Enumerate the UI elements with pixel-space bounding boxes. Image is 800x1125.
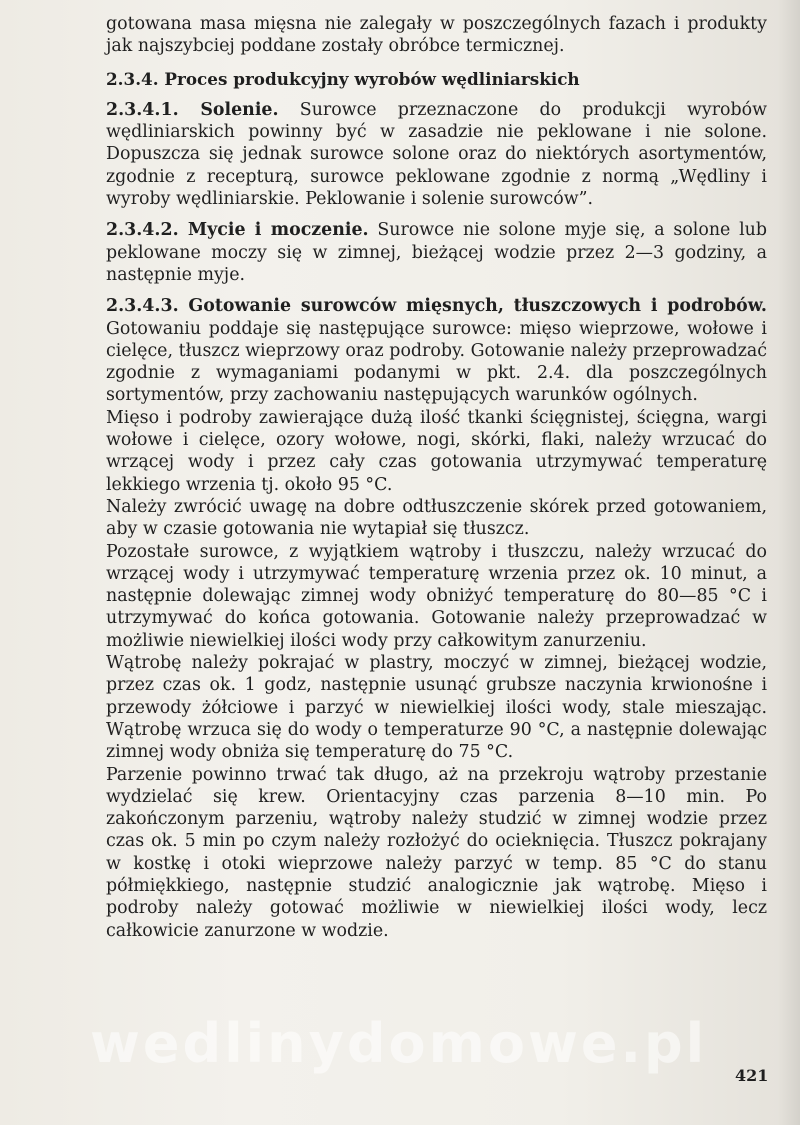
paragraph-text: Pozostałe surowce, z wyjątkiem wątroby i tłuszczu, należy wrzucać do wrzącej wody i utrzymywać temperaturę wrzenia przez ok. 10 minut, a następnie dolewając zimnej wody obniżyć temperaturę do 80—85 °C i utrzymywać do końca gotowania. Gotowanie należy przeprowadzać w możliwie niewielkiej ilości wody przy całkowitym zanurzeniu. [106, 541, 767, 651]
paragraph [106, 652, 767, 763]
paragraph-text: Wątrobę należy pokrajać w plastry, moczyć w zimnej, bieżącej wodzie, przez czas ok. 1 godz, następnie usunąć grubsze naczynia krwionośne i przewody żółciowe i parzyć w niewielkiej ilości wody, stale mieszając. Wątrobę wrzuca się do wody o temperaturze 90 °C, a następnie dolewając zimnej wody obniża się temperaturę do 75 °C. [106, 653, 767, 763]
subsection-title: 2.3.4.3. Gotowanie surowców mięsnych, tłuszczowych i podrobów. [106, 296, 767, 317]
subsection-title: 2.3.4.1. Solenie. [106, 99, 279, 120]
paragraph-text: Surowce przeznaczone do produkcji wyrobów wędliniarskich powinny być w zasadzie nie peklowane i nie solone. Dopuszcza się jednak surowce solone oraz do niektórych asortymentów, zgodnie z recepturą, surowce peklowane zgodnie z normą „Wędliny i wyroby wędliniarskie. Peklowanie i solenie surowców”. [106, 99, 767, 210]
paragraph-text: Mięso i podroby zawierające dużą ilość tkanki ścięgnistej, ścięgna, wargi wołowe i cielęce, ozory wołowe, nogi, skórki, flaki, należy wrzucać do wrzącej wody i przez cały czas gotowania utrzymywać temperaturę lekkiego wrzenia tj. około 95 °C. [106, 407, 767, 495]
section-heading [106, 68, 767, 90]
paragraph-text: Surowce nie solone myje się, a solone lub peklowane moczy się w zimnej, bieżącej wodzie przez 2—3 godziny, a następnie myje. [106, 220, 767, 285]
page-number: 421 [735, 1066, 769, 1085]
paragraph [106, 496, 767, 541]
section-heading-text: 2.3.4. Proces produkcyjny wyrobów wędliniarskich [106, 68, 580, 89]
paragraph [106, 407, 767, 496]
paragraph-text: Parzenie powinno trwać tak długo, aż na przekroju wątroby przestanie wydzielać się krew. Orientacyjny czas parzenia 8—10 min. Po zakończonym parzeniu, wątroby należy studzić w zimnej wodzie przez czas ok. 5 min po czym należy rozłożyć do ocieknięcia. Tłuszcz pokrajany w kostkę i otoki wieprzowe należy parzyć w temp. 85 °C do stanu półmiękkiego, następnie studzić analogicznie jak wątrobę. Mięso i podroby należy gotować możliwie w niewielkiej ilości wody, lecz całkowicie zanurzone w wodzie. [106, 764, 767, 941]
subsection-title: 2.3.4.2. Mycie i moczenie. [106, 220, 369, 241]
subsection-gotowanie [106, 295, 767, 406]
watermark: wedlinydomowe.pl [90, 1012, 708, 1075]
paragraph-text: Gotowaniu poddaje się następujące surowce: mięso wieprzowe, wołowe i cielęce, tłuszcz wieprzowy oraz podroby. Gotowanie należy przeprowadzać zgodnie z wymaganiami podanymi w pkt. 2.4. dla poszczególnych sortymentów, przy zachowaniu następujących warunków ogólnych. [106, 318, 767, 406]
page-edge-shadow [778, 0, 800, 1125]
paragraph-text: Należy zwrócić uwagę na dobre odtłuszczenie skórek przed gotowaniem, aby w czasie gotowania nie wytapiał się tłuszcz. [106, 496, 767, 540]
paragraph [106, 541, 767, 652]
paragraph [106, 764, 767, 942]
paragraph-text: gotowana masa mięsna nie zalegały w poszczególnych fazach i produkty jak najszybciej poddane zostały obróbce termicznej. [106, 14, 767, 57]
paragraph-continuation [106, 13, 767, 58]
subsection-mycie [106, 219, 767, 286]
page-body [106, 13, 767, 942]
subsection-solenie [106, 99, 767, 210]
